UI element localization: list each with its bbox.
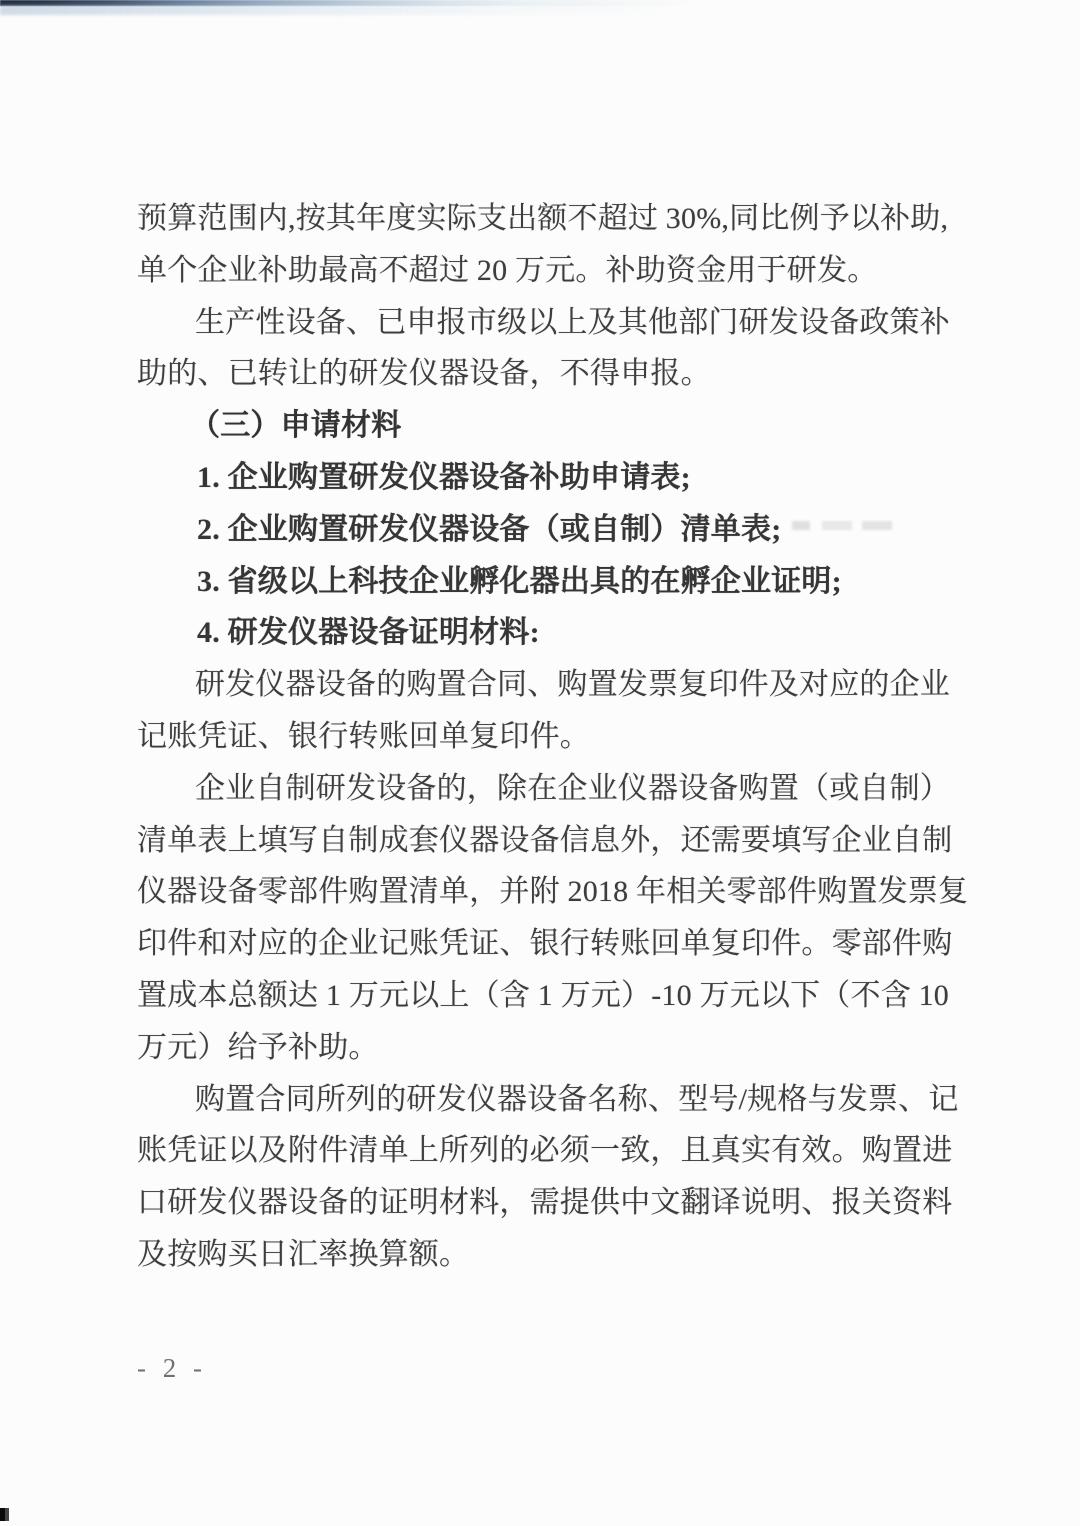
doc-line: 仪器设备零部件购置清单，并附 2018 年相关零部件购置发票复 bbox=[137, 875, 969, 909]
doc-line: 置成本总额达 1 万元以上（含 1 万元）-10 万元以下（不含 10 bbox=[137, 978, 949, 1012]
document-body bbox=[137, 193, 969, 1281]
doc-line: 助的、已转让的研发仪器设备，不得申报。 bbox=[137, 357, 711, 391]
list-item-4: 4. 研发仪器设备证明材料: bbox=[197, 616, 540, 650]
doc-line: 及按购买日汇率换算额。 bbox=[137, 1237, 470, 1271]
scan-artifact-corner-mark bbox=[0, 1508, 9, 1521]
doc-line: 购置合同所列的研发仪器设备名称、型号/规格与发票、记 bbox=[195, 1082, 959, 1116]
section-heading: （三）申请材料 bbox=[190, 409, 402, 443]
list-item-2: 2. 企业购置研发仪器设备（或自制）清单表; bbox=[197, 512, 782, 546]
scan-artifact-top-strip-blur bbox=[0, 5, 700, 15]
doc-line: 印件和对应的企业记账凭证、银行转账回单复印件。零部件购 bbox=[137, 927, 953, 961]
doc-line: 研发仪器设备的购置合同、购置发票复印件及对应的企业 bbox=[195, 668, 950, 702]
doc-line: 记账凭证、银行转账回单复印件。 bbox=[137, 719, 590, 753]
doc-line: 生产性设备、已申报市级以上及其他部门研发设备政策补 bbox=[195, 305, 950, 339]
doc-line: 企业自制研发设备的，除在企业仪器设备购置（或自制） bbox=[195, 771, 950, 805]
page-number: - 2 - bbox=[137, 1353, 207, 1383]
doc-line: 单个企业补助最高不超过 20 万元。补助资金用于研发。 bbox=[137, 253, 878, 287]
doc-line: 口研发仪器设备的证明材料，需提供中文翻译说明、报关资料 bbox=[137, 1186, 953, 1220]
doc-line: 预算范围内,按其年度实际支出额不超过 30%,同比例予以补助, bbox=[137, 202, 949, 235]
doc-line: 万元）给予补助。 bbox=[137, 1030, 379, 1064]
list-item-3: 3. 省级以上科技企业孵化器出具的在孵企业证明; bbox=[197, 564, 842, 598]
list-item-1: 1. 企业购置研发仪器设备补助申请表; bbox=[197, 460, 691, 494]
doc-line: 账凭证以及附件清单上所列的必须一致，且真实有效。购置进 bbox=[137, 1134, 953, 1168]
doc-line: 清单表上填写自制成套仪器设备信息外，还需要填写企业自制 bbox=[137, 823, 953, 857]
